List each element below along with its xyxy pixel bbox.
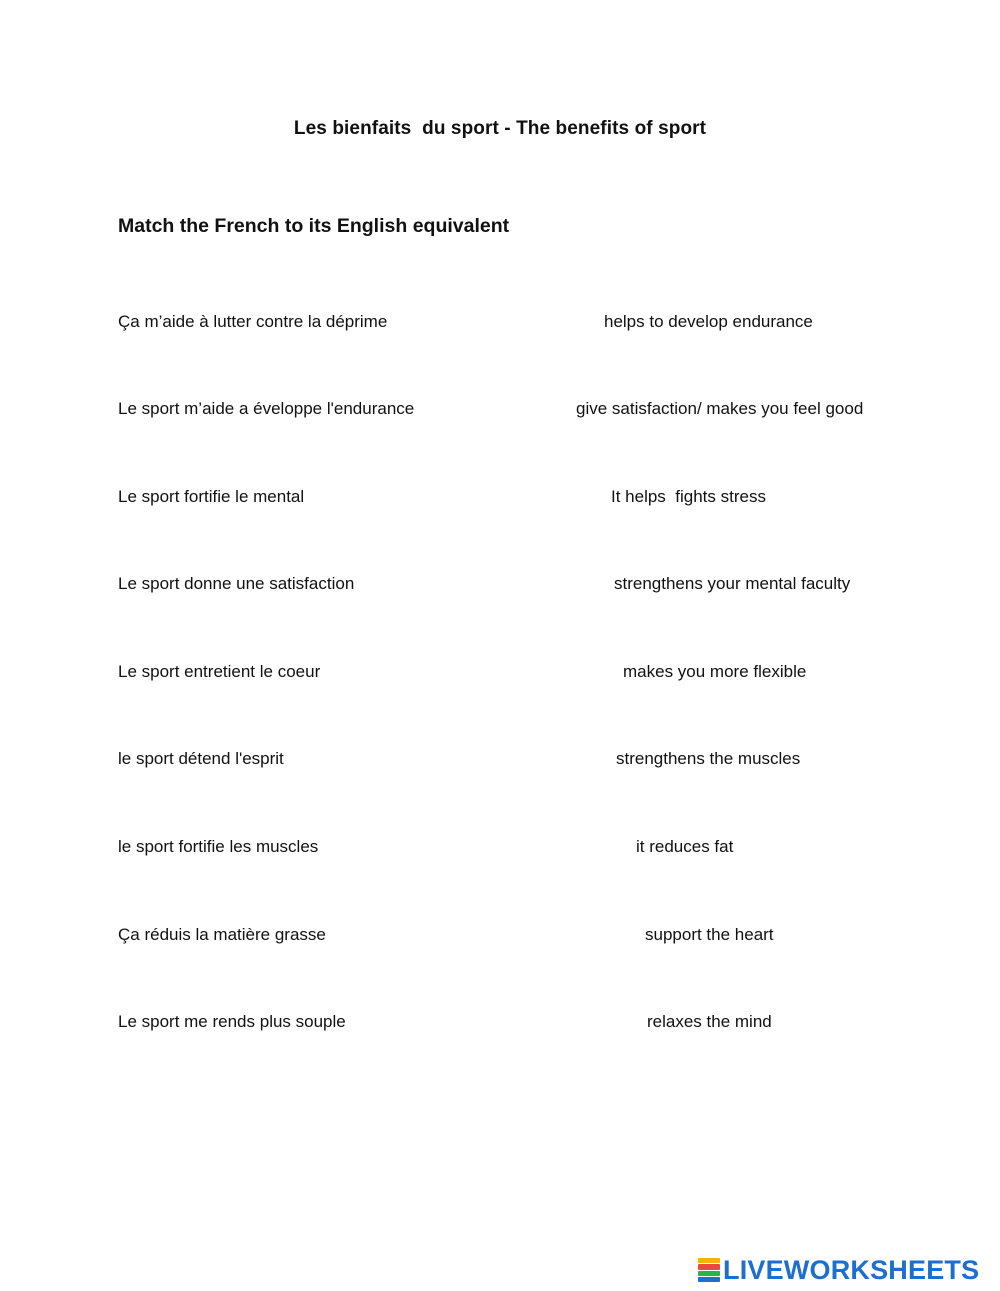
logo-block	[698, 1277, 720, 1282]
matching-row	[0, 1012, 1000, 1038]
french-phrase: Le sport fortifie le mental	[118, 487, 305, 506]
matching-row	[0, 925, 1000, 951]
logo-block	[698, 1271, 720, 1276]
english-phrase: helps to develop endurance	[604, 312, 813, 331]
english-phrase: support the heart	[645, 925, 774, 944]
french-phrase: Le sport donne une satisfaction	[118, 574, 355, 593]
english-phrase: it reduces fat	[636, 837, 734, 856]
matching-row	[0, 399, 1000, 425]
english-phrase: makes you more flexible	[623, 662, 807, 681]
matching-row	[0, 312, 1000, 338]
english-phrase: strengthens the muscles	[616, 749, 801, 768]
logo-block	[698, 1264, 720, 1269]
liveworksheets-wordmark: LIVEWORKSHEETS	[723, 1254, 980, 1285]
english-phrase: relaxes the mind	[647, 1012, 772, 1031]
matching-row	[0, 837, 1000, 863]
english-phrase: It helps fights stress	[611, 487, 766, 506]
matching-row	[0, 487, 1000, 513]
french-phrase: Ça m’aide à lutter contre la déprime	[118, 312, 388, 331]
french-phrase: le sport détend l'esprit	[118, 749, 284, 768]
liveworksheets-branding	[698, 1256, 979, 1284]
logo-block	[698, 1258, 720, 1263]
french-phrase: Le sport m’aide a éveloppe l'endurance	[118, 399, 415, 418]
page-title: Les bienfaits du sport - The benefits of sport	[293, 118, 707, 139]
french-phrase: Le sport entretient le coeur	[118, 662, 321, 681]
french-phrase: Ça réduis la matière grasse	[118, 925, 326, 944]
matching-row	[0, 662, 1000, 688]
english-phrase: give satisfaction/ makes you feel good	[576, 399, 864, 418]
french-phrase: Le sport me rends plus souple	[118, 1012, 346, 1031]
instructions-heading: Match the French to its English equivalent	[118, 215, 510, 237]
matching-row	[0, 574, 1000, 600]
french-phrase: le sport fortifie les muscles	[118, 837, 319, 856]
liveworksheets-logo-icon	[698, 1258, 720, 1282]
english-phrase: strengthens your mental faculty	[614, 574, 851, 593]
matching-row	[0, 749, 1000, 775]
